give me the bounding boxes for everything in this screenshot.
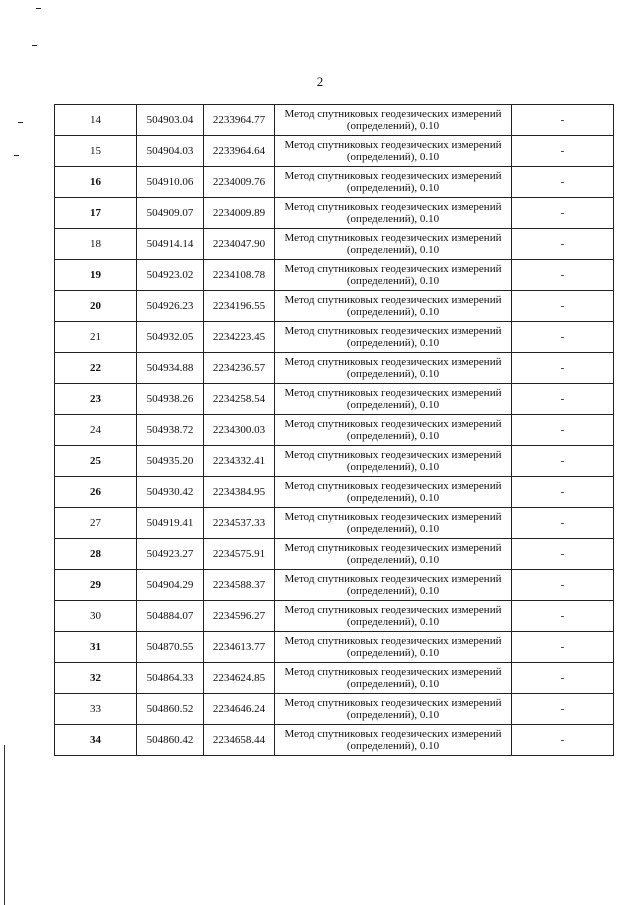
margin-mark <box>32 45 37 46</box>
y-coordinate-cell: 2234047.90 <box>204 229 275 260</box>
y-coordinate-cell: 2234537.33 <box>204 508 275 539</box>
method-cell: Метод спутниковых геодезических измерений (определений), 0.10 <box>275 663 512 694</box>
table-row <box>55 508 614 539</box>
y-coordinate-cell: 2234300.03 <box>204 415 275 446</box>
value-cell: - <box>512 694 614 725</box>
value-cell: - <box>512 322 614 353</box>
x-coordinate-cell: 504932.05 <box>137 322 204 353</box>
y-coordinate-cell: 2234575.91 <box>204 539 275 570</box>
method-cell: Метод спутниковых геодезических измерений (определений), 0.10 <box>275 291 512 322</box>
table-row <box>55 136 614 167</box>
table-row <box>55 353 614 384</box>
y-coordinate-cell: 2234236.57 <box>204 353 275 384</box>
point-number-cell: 22 <box>55 353 137 384</box>
method-cell: Метод спутниковых геодезических измерений (определений), 0.10 <box>275 694 512 725</box>
x-coordinate-cell: 504923.02 <box>137 260 204 291</box>
table-row <box>55 105 614 136</box>
value-cell: - <box>512 632 614 663</box>
point-number-cell: 14 <box>55 105 137 136</box>
table-row <box>55 167 614 198</box>
method-cell: Метод спутниковых геодезических измерений (определений), 0.10 <box>275 322 512 353</box>
x-coordinate-cell: 504864.33 <box>137 663 204 694</box>
table-row <box>55 198 614 229</box>
method-cell: Метод спутниковых геодезических измерений (определений), 0.10 <box>275 539 512 570</box>
point-number-cell: 20 <box>55 291 137 322</box>
margin-mark <box>36 8 41 9</box>
y-coordinate-cell: 2234196.55 <box>204 291 275 322</box>
point-number-cell: 31 <box>55 632 137 663</box>
value-cell: - <box>512 260 614 291</box>
value-cell: - <box>512 508 614 539</box>
point-number-cell: 30 <box>55 601 137 632</box>
y-coordinate-cell: 2233964.64 <box>204 136 275 167</box>
x-coordinate-cell: 504930.42 <box>137 477 204 508</box>
table-row <box>55 570 614 601</box>
method-cell: Метод спутниковых геодезических измерений (определений), 0.10 <box>275 508 512 539</box>
value-cell: - <box>512 539 614 570</box>
method-cell: Метод спутниковых геодезических измерений (определений), 0.10 <box>275 353 512 384</box>
point-number-cell: 24 <box>55 415 137 446</box>
y-coordinate-cell: 2234332.41 <box>204 446 275 477</box>
x-coordinate-cell: 504860.42 <box>137 725 204 756</box>
point-number-cell: 15 <box>55 136 137 167</box>
y-coordinate-cell: 2234596.27 <box>204 601 275 632</box>
margin-mark <box>14 155 19 156</box>
table-row <box>55 415 614 446</box>
point-number-cell: 34 <box>55 725 137 756</box>
x-coordinate-cell: 504938.72 <box>137 415 204 446</box>
point-number-cell: 23 <box>55 384 137 415</box>
point-number-cell: 19 <box>55 260 137 291</box>
value-cell: - <box>512 384 614 415</box>
value-cell: - <box>512 601 614 632</box>
method-cell: Метод спутниковых геодезических измерений (определений), 0.10 <box>275 632 512 663</box>
x-coordinate-cell: 504860.52 <box>137 694 204 725</box>
x-coordinate-cell: 504870.55 <box>137 632 204 663</box>
table-row <box>55 446 614 477</box>
point-number-cell: 33 <box>55 694 137 725</box>
x-coordinate-cell: 504884.07 <box>137 601 204 632</box>
x-coordinate-cell: 504914.14 <box>137 229 204 260</box>
x-coordinate-cell: 504904.03 <box>137 136 204 167</box>
y-coordinate-cell: 2234384.95 <box>204 477 275 508</box>
method-cell: Метод спутниковых геодезических измерений (определений), 0.10 <box>275 105 512 136</box>
y-coordinate-cell: 2234613.77 <box>204 632 275 663</box>
point-number-cell: 28 <box>55 539 137 570</box>
table-row <box>55 477 614 508</box>
x-coordinate-cell: 504935.20 <box>137 446 204 477</box>
value-cell: - <box>512 136 614 167</box>
x-coordinate-cell: 504910.06 <box>137 167 204 198</box>
method-cell: Метод спутниковых геодезических измерений (определений), 0.10 <box>275 167 512 198</box>
value-cell: - <box>512 229 614 260</box>
y-coordinate-cell: 2234108.78 <box>204 260 275 291</box>
y-coordinate-cell: 2234258.54 <box>204 384 275 415</box>
x-coordinate-cell: 504903.04 <box>137 105 204 136</box>
method-cell: Метод спутниковых геодезических измерений (определений), 0.10 <box>275 415 512 446</box>
x-coordinate-cell: 504923.27 <box>137 539 204 570</box>
point-number-cell: 17 <box>55 198 137 229</box>
value-cell: - <box>512 167 614 198</box>
x-coordinate-cell: 504938.26 <box>137 384 204 415</box>
value-cell: - <box>512 725 614 756</box>
point-number-cell: 25 <box>55 446 137 477</box>
method-cell: Метод спутниковых геодезических измерений (определений), 0.10 <box>275 477 512 508</box>
table-row <box>55 384 614 415</box>
value-cell: - <box>512 477 614 508</box>
y-coordinate-cell: 2233964.77 <box>204 105 275 136</box>
table-row <box>55 694 614 725</box>
table-row <box>55 260 614 291</box>
y-coordinate-cell: 2234009.76 <box>204 167 275 198</box>
x-coordinate-cell: 504909.07 <box>137 198 204 229</box>
y-coordinate-cell: 2234009.89 <box>204 198 275 229</box>
table-row <box>55 663 614 694</box>
value-cell: - <box>512 291 614 322</box>
point-number-cell: 16 <box>55 167 137 198</box>
page-number: 2 <box>316 74 324 89</box>
value-cell: - <box>512 570 614 601</box>
method-cell: Метод спутниковых геодезических измерений (определений), 0.10 <box>275 260 512 291</box>
table-row <box>55 725 614 756</box>
value-cell: - <box>512 353 614 384</box>
x-coordinate-cell: 504926.23 <box>137 291 204 322</box>
y-coordinate-cell: 2234223.45 <box>204 322 275 353</box>
method-cell: Метод спутниковых геодезических измерений (определений), 0.10 <box>275 198 512 229</box>
value-cell: - <box>512 446 614 477</box>
point-number-cell: 21 <box>55 322 137 353</box>
x-coordinate-cell: 504919.41 <box>137 508 204 539</box>
method-cell: Метод спутниковых геодезических измерений (определений), 0.10 <box>275 136 512 167</box>
table-row <box>55 229 614 260</box>
point-number-cell: 32 <box>55 663 137 694</box>
method-cell: Метод спутниковых геодезических измерений (определений), 0.10 <box>275 725 512 756</box>
y-coordinate-cell: 2234588.37 <box>204 570 275 601</box>
value-cell: - <box>512 105 614 136</box>
point-number-cell: 27 <box>55 508 137 539</box>
method-cell: Метод спутниковых геодезических измерений (определений), 0.10 <box>275 601 512 632</box>
method-cell: Метод спутниковых геодезических измерений (определений), 0.10 <box>275 446 512 477</box>
method-cell: Метод спутниковых геодезических измерений (определений), 0.10 <box>275 384 512 415</box>
table-row <box>55 601 614 632</box>
left-margin-rule <box>4 745 5 905</box>
point-number-cell: 18 <box>55 229 137 260</box>
table-row <box>55 291 614 322</box>
table-row <box>55 322 614 353</box>
y-coordinate-cell: 2234658.44 <box>204 725 275 756</box>
table-row <box>55 632 614 663</box>
coordinates-table-body <box>55 105 614 756</box>
method-cell: Метод спутниковых геодезических измерений (определений), 0.10 <box>275 229 512 260</box>
coordinates-table <box>54 104 614 756</box>
point-number-cell: 26 <box>55 477 137 508</box>
x-coordinate-cell: 504904.29 <box>137 570 204 601</box>
table-row <box>55 539 614 570</box>
point-number-cell: 29 <box>55 570 137 601</box>
value-cell: - <box>512 415 614 446</box>
value-cell: - <box>512 663 614 694</box>
method-cell: Метод спутниковых геодезических измерений (определений), 0.10 <box>275 570 512 601</box>
y-coordinate-cell: 2234646.24 <box>204 694 275 725</box>
x-coordinate-cell: 504934.88 <box>137 353 204 384</box>
margin-mark <box>18 122 23 123</box>
value-cell: - <box>512 198 614 229</box>
y-coordinate-cell: 2234624.85 <box>204 663 275 694</box>
